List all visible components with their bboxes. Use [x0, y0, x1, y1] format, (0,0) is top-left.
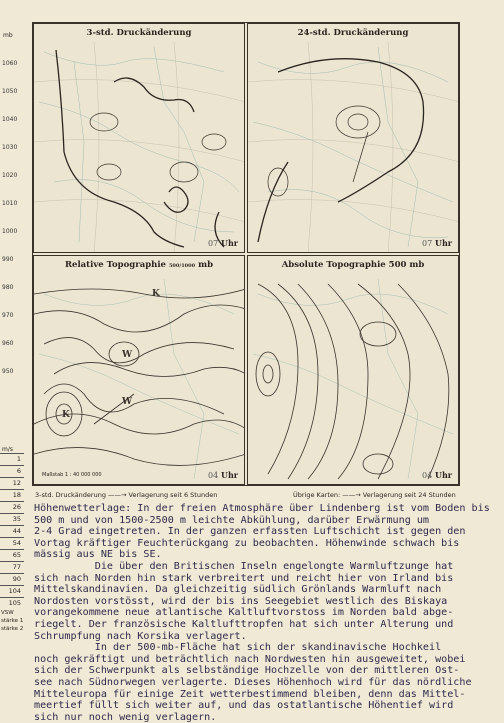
wind-speed-table [0, 446, 24, 633]
panel-time: 04 [208, 471, 219, 480]
map-24h-graphic [248, 42, 459, 252]
map-relative-graphic [34, 274, 245, 484]
maps-frame [32, 22, 460, 486]
map-24h-pressure-change [247, 23, 459, 253]
text-line: sich nur noch wenig verlagern. [34, 711, 217, 723]
scale-unit: mb [3, 32, 13, 39]
map-absolute-topography [247, 255, 459, 485]
panel-title: Relative Topographie 500/1000 mb [64, 260, 214, 270]
text-line: sich nach Norden hin stark verbreitert und reicht hier von Irland bis [34, 572, 454, 584]
text-line: noch gekräftigt und beträchtlich nach Nordwesten hin ausgeweitet, wobei [34, 653, 466, 665]
panel-uhr: Uhr [220, 470, 238, 480]
wind-table-cell: 44 [0, 525, 24, 537]
wind-table-cell: 77 [0, 561, 24, 573]
text-line: Mitteleuropa für einige Zeit wetterbestimmend bleiben, denn das Mittel- [34, 688, 466, 700]
wind-table-cell: 18 [0, 489, 24, 501]
svg-text:W: W [122, 397, 133, 407]
text-line: Vortag kräftiger Feuchterückgang zu beobachten. Höhenwinde schwach bis [34, 537, 460, 549]
panel-time: 04 [422, 471, 433, 480]
scale-tick: 950 [2, 368, 14, 375]
text-line: meertief füllt sich weiter auf, und das ostatlantische Höhentief wird [34, 700, 454, 712]
wind-table-cell: 12 [0, 477, 24, 489]
text-line: mässig aus NE bis SE. [34, 549, 162, 561]
svg-text:K: K [62, 410, 70, 420]
panel-uhr: Uhr [434, 470, 452, 480]
scale-tick: 1030 [2, 144, 18, 151]
text-line: In der 500-mb-Fläche hat sich der skandinavische Hochkeil [34, 642, 442, 654]
wind-table-footer: VSW [1, 610, 14, 616]
scale-tick: 1040 [2, 116, 18, 123]
text-line: Die über den Britischen Inseln engelongte Warmluftzunge hat [34, 560, 454, 572]
text-line: sich der Schwerpunkt als selbständige Hochzelle von der mittleren Ost- [34, 665, 460, 677]
map-relative-topography [33, 255, 245, 485]
scale-tick: 990 [2, 256, 14, 263]
wind-table-header: m/s [2, 446, 13, 453]
wind-table-cell: 65 [0, 549, 24, 561]
scale-tick: 1020 [2, 172, 18, 179]
svg-text:K: K [152, 289, 160, 299]
scale-tick: 1000 [2, 228, 18, 235]
wind-table-cell: 1 [0, 453, 24, 465]
map-absolute-graphic [248, 274, 459, 484]
weather-commentary [34, 503, 498, 723]
panel-title: Absolute Topographie 500 mb [281, 260, 425, 270]
scale-tick: 1060 [2, 60, 18, 67]
scale-tick: 1050 [2, 88, 18, 95]
text-line: Nordosten vorstösst, wird der bis ins Seegebiet westlich des Biskaya [34, 595, 448, 607]
legend-right: Übrige Karten: ——→ Verlagerung seit 24 Stunden [293, 491, 456, 499]
wind-table-footer: stärke 2 [1, 626, 24, 632]
wind-table-cell: 6 [0, 465, 24, 477]
panel-time: 07 [422, 239, 433, 248]
panel-time: 07 [208, 239, 219, 248]
text-line: riegelt. Der französische Kaltlufttropfen hat sich unter Alterung und [34, 618, 454, 630]
wind-table-footer: stärke 1 [1, 618, 24, 624]
map-legend [35, 491, 465, 499]
map-3h-graphic [34, 42, 245, 252]
text-line: 500 m und von 1500-2500 m leichte Abkühlung, darüber Erwärmung um [34, 514, 430, 526]
svg-text:W: W [122, 350, 133, 360]
scale-tick: 980 [2, 284, 14, 291]
scale-tick: 960 [2, 340, 14, 347]
legend-left: 3-std. Druckänderung ——→ Verlagerung seit 6 Stunden [35, 491, 218, 499]
wind-table-cell: 26 [0, 501, 24, 513]
wind-table-cell: 35 [0, 513, 24, 525]
scale-tick: 970 [2, 312, 14, 319]
wind-table-cell: 104 [0, 585, 24, 597]
text-line: see nach Südnorwegen verlagerte. Dieses Höhenhoch wird für das nördliche [34, 676, 472, 688]
panel-title: 3-std. Druckänderung [86, 28, 192, 38]
map-scale-note: Maßstab 1 : 40 000 000 [42, 472, 102, 478]
text-line: Höhenwetterlage: In der freien Atmosphäre über Lindenberg ist vom Boden bis [34, 503, 490, 514]
text-line: vorangekommene neue atlantische Kaltluftvorstoss im Norden bald abge- [34, 607, 454, 619]
text-line: Schrumpfung nach Korsika verlagert. [34, 630, 247, 642]
text-line: Mittelskandinavien. Da gleichzeitig südlich Grönlands Warmluft nach [34, 584, 442, 596]
wind-table-cell: 90 [0, 573, 24, 585]
scale-tick: 1010 [2, 200, 18, 207]
panel-title: 24-std. Druckänderung [297, 28, 409, 38]
wind-table-cell: 105 [0, 597, 24, 609]
panel-uhr: Uhr [434, 238, 452, 248]
map-3h-pressure-change [33, 23, 245, 253]
panel-uhr: Uhr [220, 238, 238, 248]
wind-table-cell: 54 [0, 537, 24, 549]
text-line: 2-4 Grad eingetreten. In der ganzen erfassten Luftschicht ist gegen den [34, 526, 466, 538]
